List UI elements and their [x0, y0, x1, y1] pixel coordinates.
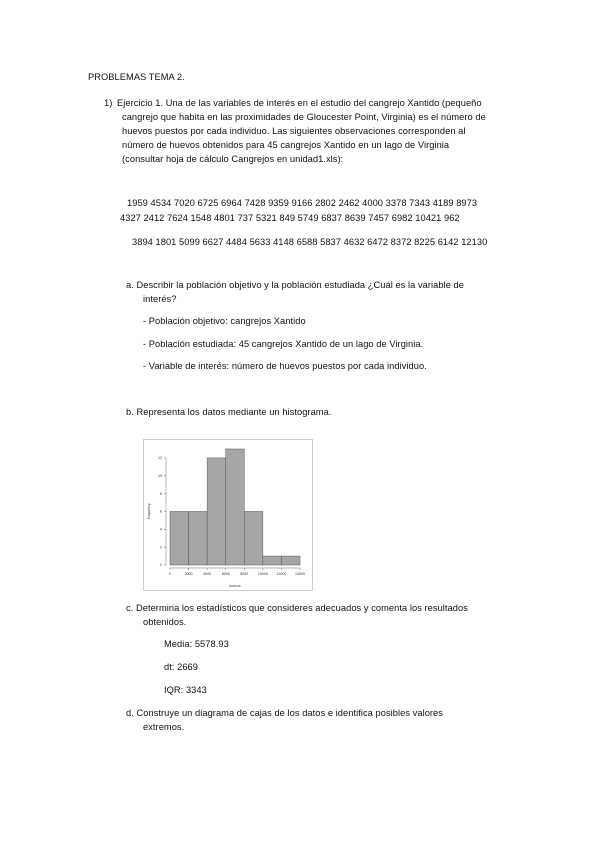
y-axis-label: frequency	[147, 503, 151, 519]
stat-media: Media: 5578.93	[164, 639, 229, 649]
part-c-question: obtenidos.	[143, 617, 187, 627]
x-axis-label: huevos	[229, 584, 241, 588]
stat-dt: dt: 2669	[164, 662, 199, 672]
exercise-text-line: (consultar hoja de cálculo Cangrejos en unidad1.xls):	[122, 154, 344, 164]
x-tick-label: 8000	[240, 572, 249, 576]
part-d-question: extremos.	[143, 722, 185, 732]
data-values-line: 3894 1801 5099 6627 4484 5633 4148 6588 5837 4632 6472 8372 8225 6142 12130	[132, 237, 488, 247]
x-tick-label: 2000	[184, 572, 193, 576]
exercise-text-line: Ejercicio 1. Una de las variables de interés en el estudio del cangrejo Xantido (pequeño	[117, 98, 482, 108]
histogram-bar	[189, 511, 208, 565]
x-tick-label: 12000	[276, 572, 287, 576]
y-tick-label: 4	[160, 527, 162, 532]
histogram-bar	[263, 556, 282, 565]
histogram-bar	[244, 511, 263, 565]
exercise-text-line: cangrejo que habita en las proximidades de Gloucester Point, Virginia) es el número de	[122, 112, 486, 122]
exercise-text-line: número de huevos obtenidos para 45 cangrejos Xantido en un lago de Virginia	[122, 140, 450, 150]
part-a-question: a. Describir la población objetivo y la población estudiada ¿Cuál es la variable de	[126, 280, 464, 290]
x-tick-label: 14000	[295, 572, 305, 576]
y-tick-label: 6	[160, 509, 162, 514]
part-c-question: c. Determina los estadísticos que consideres adecuados y comenta los resultados	[126, 603, 468, 613]
part-d-question: d. Construye un diagrama de cajas de los datos e identifica posibles valores	[126, 708, 443, 718]
histogram-bar	[226, 449, 245, 565]
page-heading: PROBLEMAS TEMA 2.	[88, 72, 185, 82]
y-tick-label: 12	[158, 456, 162, 461]
exercise-text-line: huevos puestos por cada individuo. Las siguientes observaciones corresponden al	[122, 126, 466, 136]
x-tick-label: 4000	[203, 572, 212, 576]
part-a-answer: - Población estudiada: 45 cangrejos Xantido de un lago de Virginia.	[143, 339, 424, 349]
data-values-line: 4327 2412 7624 1548 4801 737 5321 849 5749 6837 8639 7457 6982 10421 962	[120, 213, 460, 223]
part-a-question: interés?	[143, 294, 177, 304]
data-values-line: 1959 4534 7020 6725 6964 7428 9359 9166 2802 2462 4000 3378 7343 4189 8973	[127, 198, 478, 208]
part-a-answer: - Población objetivo: cangrejos Xantido	[143, 316, 306, 326]
exercise-number: 1)	[104, 98, 113, 108]
histogram-chart	[143, 439, 313, 591]
y-tick-label: 2	[160, 545, 162, 550]
part-b-question: b. Representa los datos mediante un histograma.	[126, 407, 332, 417]
stat-iqr: IQR: 3343	[164, 685, 207, 695]
x-tick-label: 6000	[221, 572, 230, 576]
x-tick-label: 0	[169, 572, 171, 576]
x-tick-label: 10000	[257, 572, 268, 576]
histogram-bar	[281, 556, 300, 565]
y-tick-label: 10	[158, 473, 162, 478]
part-a-answer: - Variable de interés: número de huevos puestos por cada individuo.	[143, 361, 427, 371]
histogram-bar	[207, 458, 226, 565]
histogram-bar	[170, 511, 189, 565]
y-tick-label: 8	[160, 491, 162, 496]
y-tick-label: 0	[160, 563, 162, 568]
